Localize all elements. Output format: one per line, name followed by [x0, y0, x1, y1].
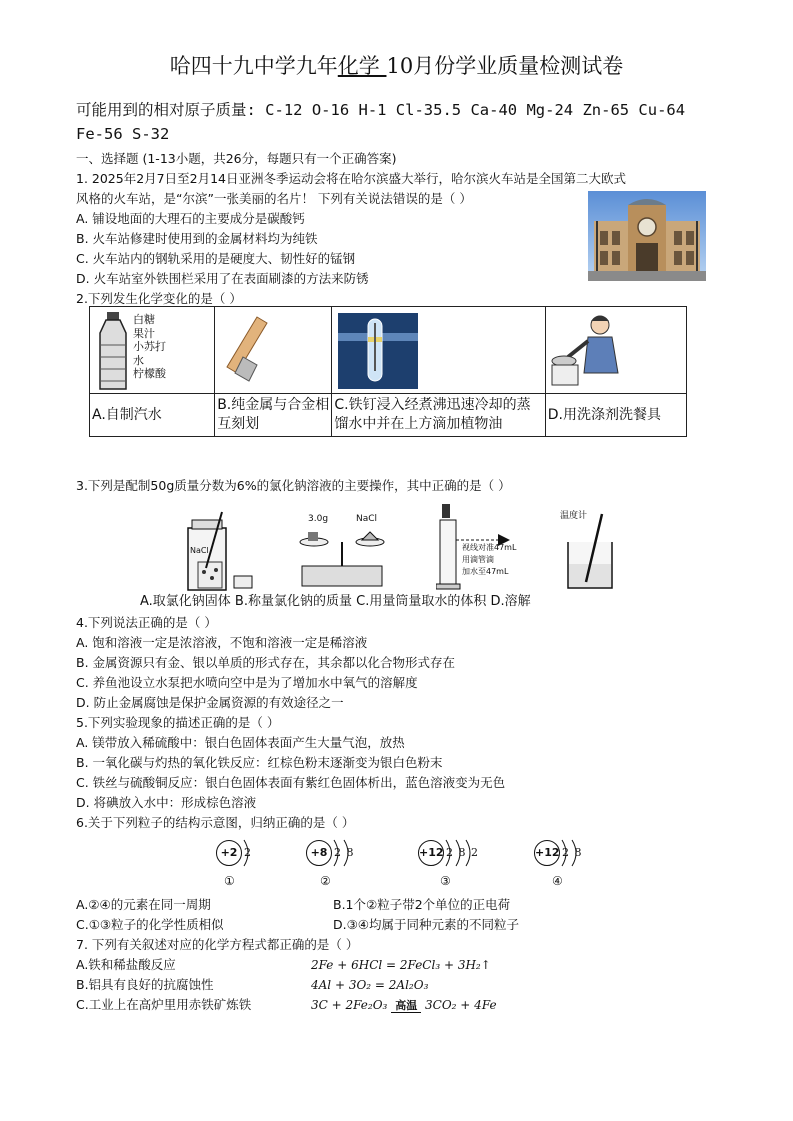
particle-label: ① — [224, 874, 235, 888]
q7-option-c: C.工业上在高炉里用赤铁矿炼铁 — [76, 997, 252, 1012]
equation-products: 3CO₂ + 4Fe — [425, 998, 497, 1012]
q5-option-d: D. 将碘放入水中：形成棕色溶液 — [76, 795, 257, 810]
q3-image-a — [182, 508, 254, 592]
q7-stem: 7. 下列有关叙述对应的化学方程式都正确的是（ ） — [76, 937, 359, 952]
nucleus-charge: +8 — [306, 840, 332, 866]
q2-option-a: A.自制汽水 — [90, 394, 215, 437]
q5-stem: 5.下列实验现象的描述正确的是（ ） — [76, 715, 280, 730]
particle-label: ④ — [552, 874, 563, 888]
q2-image-b — [215, 307, 332, 394]
balance-salt-label: NaCl — [356, 514, 378, 524]
title-school: 哈四十九中学九年 — [169, 54, 338, 78]
q5-option-c: C. 铁丝与硫酸铜反应：银白色固体表面有紫红色固体析出，蓝色溶液变为无色 — [76, 775, 506, 790]
q7-equation-a: 2Fe + 6HCl = 2FeCl₃ + 3H₂↑ — [311, 958, 491, 972]
q7-option-a: A.铁和稀盐酸反应 — [76, 957, 176, 972]
q4-option-a: A. 饱和溶液一定是浓溶液，不饱和溶液一定是稀溶液 — [76, 635, 368, 650]
bottle-icon — [93, 311, 133, 391]
particle-diagram-2 — [306, 840, 366, 890]
particle-diagram-3 — [418, 840, 498, 890]
q6-stem: 6.关于下列粒子的结构示意图，归纳正确的是（ ） — [76, 815, 355, 830]
q2-image-d — [545, 307, 686, 394]
bottle-labels — [133, 313, 166, 381]
q3-image-b — [296, 514, 388, 590]
reaction-condition: 高温 — [391, 999, 421, 1013]
q3-options: A.取氯化钠固体 B.称量氯化钠的质量 C.用量筒量取水的体积 D.溶解 — [140, 594, 531, 609]
q7-equation-c — [311, 995, 497, 1015]
q2-option-b: B.纯金属与合金相互刻划 — [215, 394, 332, 437]
train-station-photo — [588, 191, 706, 281]
title-subject: 化学 — [337, 54, 387, 78]
balance-mass-label: 3.0g — [308, 514, 329, 524]
q7-option-b: B.铝具有良好的抗腐蚀性 — [76, 977, 214, 992]
q4-option-d: D. 防止金属腐蚀是保护金属资源的有效途径之一 — [76, 695, 344, 710]
q5-option-b: B. 一氧化碳与灼热的氧化铁反应：红棕色粉末逐渐变为银白色粉末 — [76, 755, 443, 770]
bottle-label: 柠檬酸 — [133, 367, 166, 380]
bottle-label: 果汁 — [133, 326, 155, 340]
q4-option-b: B. 金属资源只有金、银以单质的形式存在，其余都以化合物形式存在 — [76, 655, 456, 670]
q5-option-a: A. 镁带放入稀硫酸中：银白色固体表面产生大量气泡，放热 — [76, 735, 405, 750]
section-heading: 一、选择题 (1-13小题，共26分，每题只有一个正确答案) — [76, 151, 397, 166]
shell-electrons: 2 8 — [562, 846, 583, 859]
person-washing-icon — [548, 311, 628, 391]
bottle-label: 白糖 — [133, 313, 155, 326]
q7-equation-b: 4Al + 3O₂ = 2Al₂O₃ — [311, 978, 429, 992]
q2-stem: 2.下列发生化学变化的是（ ） — [76, 291, 242, 306]
q6-option-d: D.③④均属于同种元素的不同粒子 — [333, 917, 520, 932]
cylinder-note: 用滴管滴 — [462, 555, 494, 564]
jar-label: NaCl — [190, 546, 209, 555]
q6-option-b: B.1个②粒子带2个单位的正电荷 — [333, 897, 511, 912]
shell-electrons: 2 — [244, 846, 251, 859]
q2-table — [89, 306, 687, 437]
q3-image-c — [436, 502, 536, 590]
q2-option-c: C.铁钉浸入经煮沸迅速冷却的蒸馏水中并在上方滴加植物油 — [332, 394, 545, 437]
atomic-masses-line1: 可能用到的相对原子质量: C-12 O-16 H-1 Cl-35.5 Ca-40 Mg-24 Zn-65 Cu-64 — [76, 101, 686, 119]
q1-option-c: C. 火车站内的钢轨采用的是硬度大、韧性好的锰钢 — [76, 251, 356, 266]
q1-stem-2: 风格的火车站，是“尔滨”一张美丽的名片！ 下列有关说法错误的是（ ） — [76, 191, 472, 206]
test-tube-nail-icon — [338, 313, 418, 389]
balance-icon — [296, 514, 388, 590]
equation-reactants: 3C + 2Fe₂O₃ — [311, 998, 388, 1012]
shell-electrons: 2 8 — [334, 846, 355, 859]
thermometer-label: 温度计 — [560, 511, 588, 521]
atomic-masses-line2: Fe-56 S-32 — [76, 125, 170, 143]
q1-stem-1: 1. 2025年2月7日至2月14日亚洲冬季运动会将在哈尔滨盛大举行，哈尔滨火车站是全国第二大欧式 — [76, 171, 626, 186]
bottle-label: 小苏打 — [133, 340, 166, 353]
metal-scratch-icon — [223, 315, 279, 389]
q4-option-c: C. 养鱼池设立水泵把水喷向空中是为了增加水中氧气的溶解度 — [76, 675, 418, 690]
particle-diagram-4 — [534, 840, 604, 890]
q1-option-d: D. 火车站室外铁围栏采用了在表面刷漆的方法来防锈 — [76, 271, 369, 286]
particle-diagram-1 — [216, 840, 276, 890]
cylinder-notes — [462, 542, 516, 578]
page-title — [0, 50, 793, 80]
bottle-label: 水 — [133, 353, 144, 367]
q6-option-a: A.②④的元素在同一周期 — [76, 897, 211, 912]
q4-stem: 4.下列说法正确的是（ ） — [76, 615, 217, 630]
cylinder-note: 视线对准47mL — [462, 543, 517, 552]
nucleus-charge: +12 — [418, 840, 444, 866]
particle-label: ② — [320, 874, 331, 888]
particle-label: ③ — [440, 874, 451, 888]
q2-image-a — [90, 307, 215, 394]
title-exam: 10月份学业质量检测试卷 — [386, 54, 624, 78]
shell-electrons: 2 8 2 — [446, 846, 479, 859]
q2-image-c — [332, 307, 545, 394]
q6-option-c: C.①③粒子的化学性质相似 — [76, 917, 224, 932]
q1-option-a: A. 铺设地面的大理石的主要成分是碳酸钙 — [76, 211, 305, 226]
q1-option-b: B. 火车站修建时使用到的金属材料均为纯铁 — [76, 231, 318, 246]
cylinder-note: 加水至47mL — [462, 567, 509, 576]
nucleus-charge: +12 — [534, 840, 560, 866]
q3-stem: 3.下列是配制50g质量分数为6%的氯化钠溶液的主要操作，其中正确的是（ ） — [76, 478, 511, 493]
q3-image-d — [560, 508, 620, 592]
q2-option-d: D.用洗涤剂洗餐具 — [545, 394, 686, 437]
nucleus-charge: +2 — [216, 840, 242, 866]
